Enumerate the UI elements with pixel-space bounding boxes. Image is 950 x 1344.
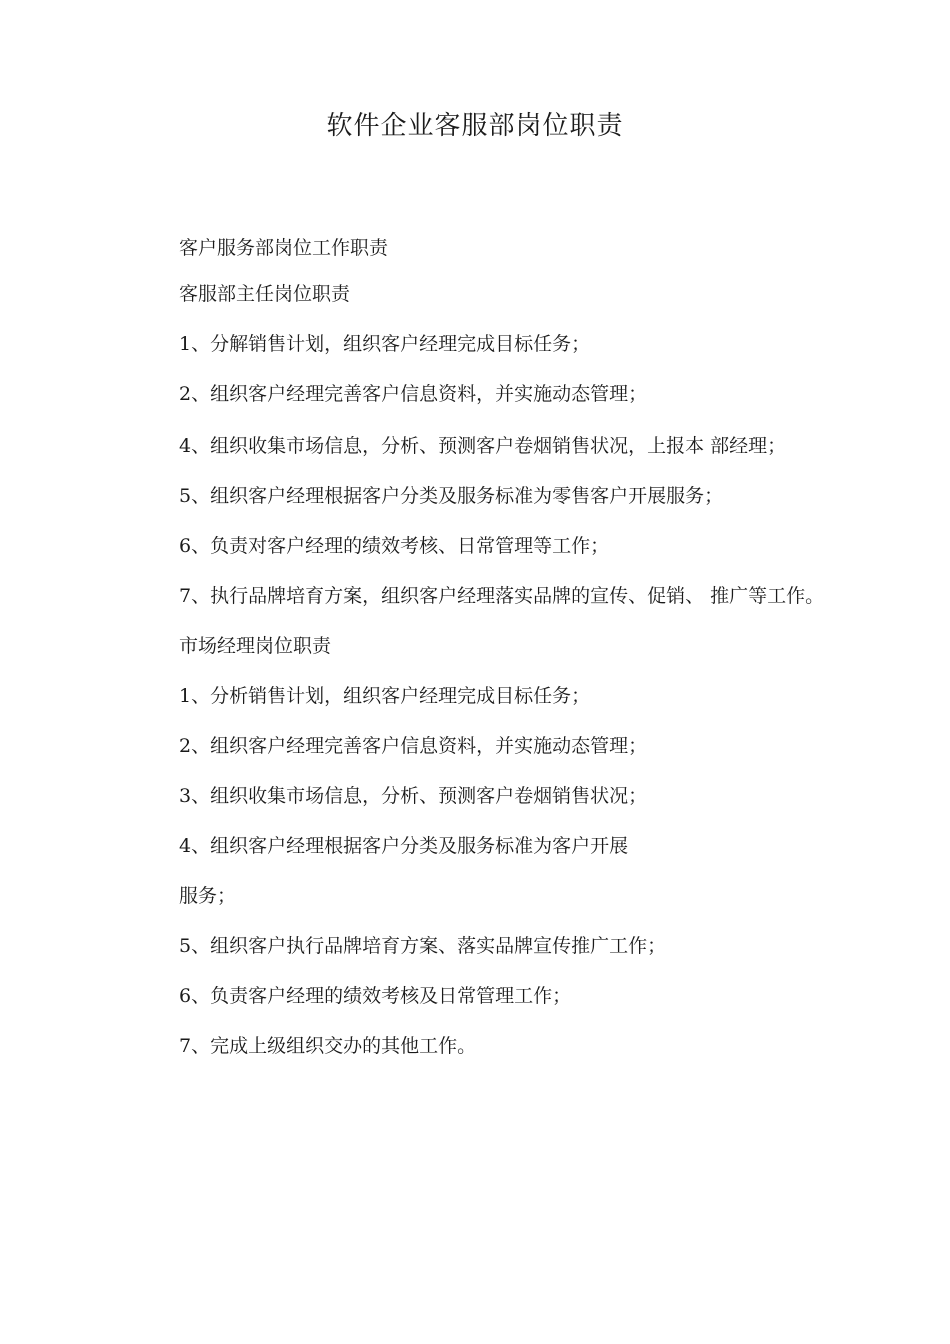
- director-duty-6: 6、负责对客户经理的绩效考核、日常管理等工作；: [179, 535, 610, 557]
- document-body: [145, 232, 835, 1062]
- manager-duty-3: 3、组织收集市场信息，分析、预测客户卷烟销售状况；: [179, 785, 648, 807]
- section-heading-market-manager: 市场经理岗位职责: [179, 635, 332, 657]
- director-duty-5: 5、组织客户经理根据客户分类及服务标准为零售客户开展服务；: [179, 485, 724, 507]
- document-title: 软件企业客服部岗位职责: [326, 111, 624, 141]
- manager-duty-7: 7、完成上级组织交办的其他工作。: [179, 1035, 477, 1057]
- director-duty-7: 7、执行品牌培育方案，组织客户经理落实品牌的宣传、促销、 推广等工作。: [179, 585, 825, 607]
- manager-duty-4: 4、组织客户经理根据客户分类及服务标准为客户开展: [179, 835, 629, 857]
- manager-duty-4-continued: 服务；: [179, 885, 237, 907]
- director-duty-1: 1、分解销售计划，组织客户经理完成目标任务；: [179, 333, 591, 355]
- director-duty-4: 4、组织收集市场信息，分析、预测客户卷烟销售状况，上报本 部经理；: [179, 435, 787, 457]
- section-heading-director: 客服部主任岗位职责: [179, 283, 351, 305]
- manager-duty-6: 6、负责客户经理的绩效考核及日常管理工作；: [179, 985, 572, 1007]
- director-duty-2: 2、组织客户经理完善客户信息资料，并实施动态管理；: [179, 383, 648, 405]
- manager-duty-5: 5、组织客户执行品牌培育方案、落实品牌宣传推广工作；: [179, 935, 667, 957]
- manager-duty-2: 2、组织客户经理完善客户信息资料，并实施动态管理；: [179, 735, 648, 757]
- manager-duty-1: 1、分析销售计划，组织客户经理完成目标任务；: [179, 685, 591, 707]
- section-heading-customer-service: 客户服务部岗位工作职责: [179, 237, 389, 259]
